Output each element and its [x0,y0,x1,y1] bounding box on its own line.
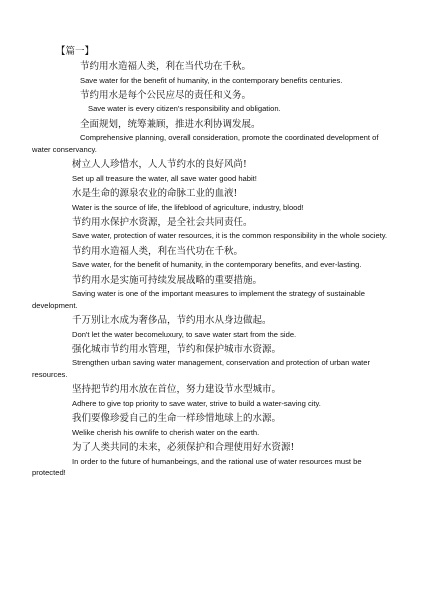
chinese-line: 为了人类共同的未来，必须保护和合理使用好水资源! [72,442,295,454]
chinese-line: 节约用水是每个公民应尽的责任和义务。 [80,89,252,101]
document-page [32,44,394,480]
chinese-line: 节约用水造福人类，利在当代功在千秋。 [80,61,252,72]
section-heading: 【篇一】 [56,46,95,57]
english-line: Set up all treasure the water, all save water good habit! [72,173,257,183]
english-line: Saving water is one of the important measures to implement the strategy of sustainable development. [32,289,365,310]
english-line: Welike cherish his ownlife to cherish water on the earth. [72,427,260,437]
english-line: Adhere to give top priority to save water, strive to build a water-saving city. [72,398,321,408]
chinese-line: 强化城市节约用水管理，节约和保护城市水资源。 [72,343,282,355]
chinese-line: 节约用水保护水资源，是全社会共同责任。 [72,216,253,228]
chinese-line: 全面规划，统筹兼顾，推进水利协调发展。 [80,118,261,130]
english-line: Don't let the water becomeluxury, to save water start from the side. [72,329,297,339]
chinese-line: 千万别让水成为奢侈品，节约用水从身边做起。 [72,315,272,327]
chinese-line: 水是生命的源泉农业的命脉工业的血液! [72,188,238,200]
english-line: Save water for the benefit of humanity, in the contemporary benefits centuries. [80,75,343,85]
english-line: Save water, protection of water resources, it is the common responsibility in the whole society. [72,231,388,241]
english-line: Save water, for the benefit of humanity, in the contemporary benefits, and ever-lasting. [72,260,362,270]
chinese-line: 我们要像珍爱自己的生命一样珍惜地球上的水源。 [72,413,282,425]
english-line: In order to the future of humanbeings, and the rational use of water resources must be protected! [32,456,362,477]
english-line: Water is the source of life, the lifeblood of agriculture, industry, blood! [72,202,304,212]
english-line: Comprehensive planning, overall consideration, promote the coordinated development of water conservancy. [32,133,379,154]
chinese-line: 节约用水是实施可持续发展战略的重要措施。 [72,274,263,286]
english-line: Save water is every citizen's responsibility and obligation. [88,104,281,114]
chinese-line: 节约用水造福人类，利在当代功在千秋。 [72,245,244,257]
chinese-line: 坚持把节约用水放在首位，努力建设节水型城市。 [72,384,282,396]
chinese-line: 树立人人珍惜水，人人节约水的良好风尚! [72,159,247,171]
english-line: Strengthen urban saving water management, conservation and protection of urban water resources. [32,358,371,379]
